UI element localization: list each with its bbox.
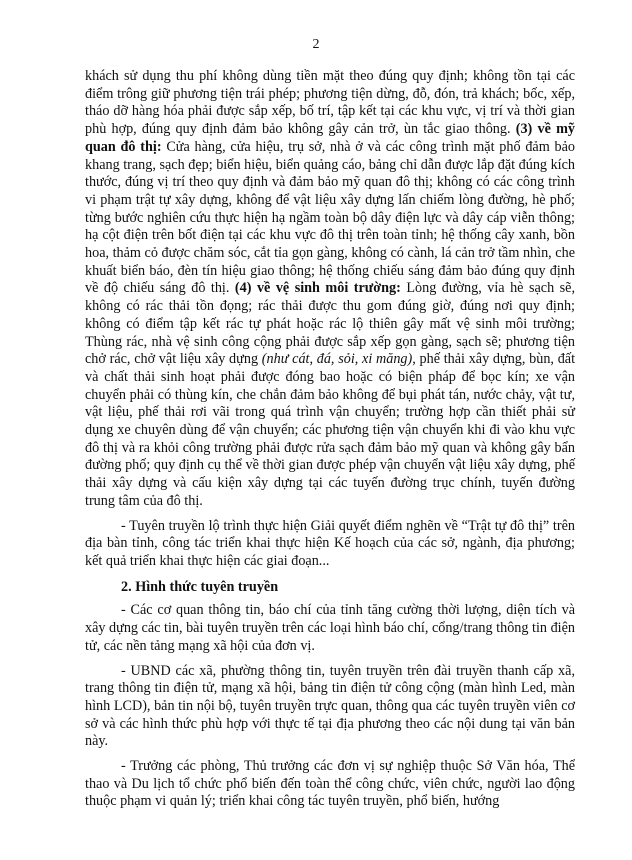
paragraph-roadmap: - Tuyên truyền lộ trình thực hiện Giải quyết điểm nghẽn về “Trật tự đô thị” trên địa bàn tỉnh, công tác triển khai thực hiện Kế hoạch của các sở, ngành, địa phương; kết quả triển khai thực hiện các giai đoạn... (85, 517, 575, 569)
text-materials-italic: (như cát, đá, sỏi, xi măng) (261, 351, 413, 368)
paragraph-urban-order (85, 68, 575, 511)
paragraph-department-heads: - Trưởng các phòng, Thủ trưởng các đơn vị sự nghiệp thuộc Sở Văn hóa, Thể thao và Du lịch tổ chức phổ biến đến toàn thể công chức, viên chức, người lao động thuộc phạm vi quản lý; triển khai công tác tuyên truyền, phổ biến, hướng (85, 758, 575, 810)
text-environment: Lòng đường, vỉa hè sạch sẽ, không có rác thải tồn đọng; rác thải được thu gom đúng giờ, đúng nơi quy định; không có điểm tập kết rác tự phát hoặc rác lộ thiên gây mất vệ sinh môi trường; Thùng rác, nhà vệ sinh công cộng phải được sắp xếp gọn gàng, sạch sẽ; phương tiện chở rác, chở vật liệu xây dựng (85, 280, 576, 368)
heading-environment: (4) về vệ sinh môi trường: (234, 280, 401, 297)
text-urban-aesthetics: Cửa hàng, cửa hiệu, trụ sở, nhà ở và các công trình mặt phố đảm bảo khang trang, sạch đẹp; biển hiệu, biển quảng cáo, bảng chỉ dẫn được lắp đặt đúng kích thước, đúng vị trí theo quy định và đảm bảo mỹ quan đô thị; không có các công trình vi phạm trật tự xây dựng, không để vật liệu xây dựng lấn chiếm lòng đường, hè phố; từng bước nghiên cứu thực hiện hạ ngầm toàn bộ dây điện lực và dây cáp viễn thông; hạ cột điện trên bốt điện tại các khu vực đô thị trên toàn tỉnh; hệ thống cây xanh, bồn hoa, thảm cỏ được chăm sóc, cắt tỉa gọn gàng, không có cành, lá cản trở tầm nhìn, che khuất biển báo, đèn tín hiệu giao thông; hệ thống chiếu sáng đảm bảo đúng quy định về độ chiếu sáng đô thị. (85, 138, 576, 297)
document-body (85, 68, 575, 811)
paragraph-press: - Các cơ quan thông tin, báo chí của tỉnh tăng cường thời lượng, diện tích và xây dựng các tin, bài tuyên truyền trên các loại hình báo chí, cổng/trang thông tin điện tử, các nền tảng mạng xã hội của đơn vị. (85, 602, 575, 654)
section-heading-forms: 2. Hình thức tuyên truyền (121, 578, 279, 595)
page-number: 2 (312, 37, 320, 52)
text-traffic-order: khách sử dụng thu phí không dùng tiền mặt theo đúng quy định; không tồn tại các điểm trông giữ phương tiện trái phép; phương tiện dừng, đỗ, đón, trả khách; bốc, xếp, tháo dỡ hàng hóa phải được sắp xếp, bố trí, tập kết tại các khu vực, vị trí và thời gian phù hợp, đúng quy định đảm bảo không gây cản trở, ùn tắc giao thông. (85, 68, 575, 138)
heading-urban-aesthetics: (3) về mỹ quan đô thị: (85, 121, 575, 155)
paragraph-commune-ubnd: - UBND các xã, phường thông tin, tuyên truyền trên đài truyền thanh cấp xã, trang thông tin điện tử, mạng xã hội, bảng tin điện tử công cộng (màn hình Led, màn hình LCD), bản tin nội bộ, tuyên truyền trực quan, thông qua các tuyên truyền viên cơ sở và các hình thức phù hợp với thực tế tại địa phương theo các nội dung tại văn bản này. (85, 662, 575, 750)
text-environment-cont: , phế thải xây dựng, bùn, đất và chất thải sinh hoạt phải được đóng bao hoặc có biện pháp để bọc kín; xe vận chuyển phải có thùng kín, che chắn đảm bảo không để bụi phát tán, nước chảy, vật tư, vật liệu, phế thải rơi vãi trong quá trình vận chuyển; trường hợp cần thiết phải sử dụng xe chuyên dùng để vận chuyển; các phương tiện vận chuyển khi đi vào khu vực đô thị và ra khỏi công trường phải được rửa sạch đảm bảo mỹ quan và không gây bẩn đường phố; quy định cụ thể về thời gian được phép vận chuyển vật liệu xây dựng, phế thải xây dựng và cấu kiện xây dựng tại các tuyến đường trục chính, tuyến đường trung tâm của đô thị. (85, 351, 576, 509)
